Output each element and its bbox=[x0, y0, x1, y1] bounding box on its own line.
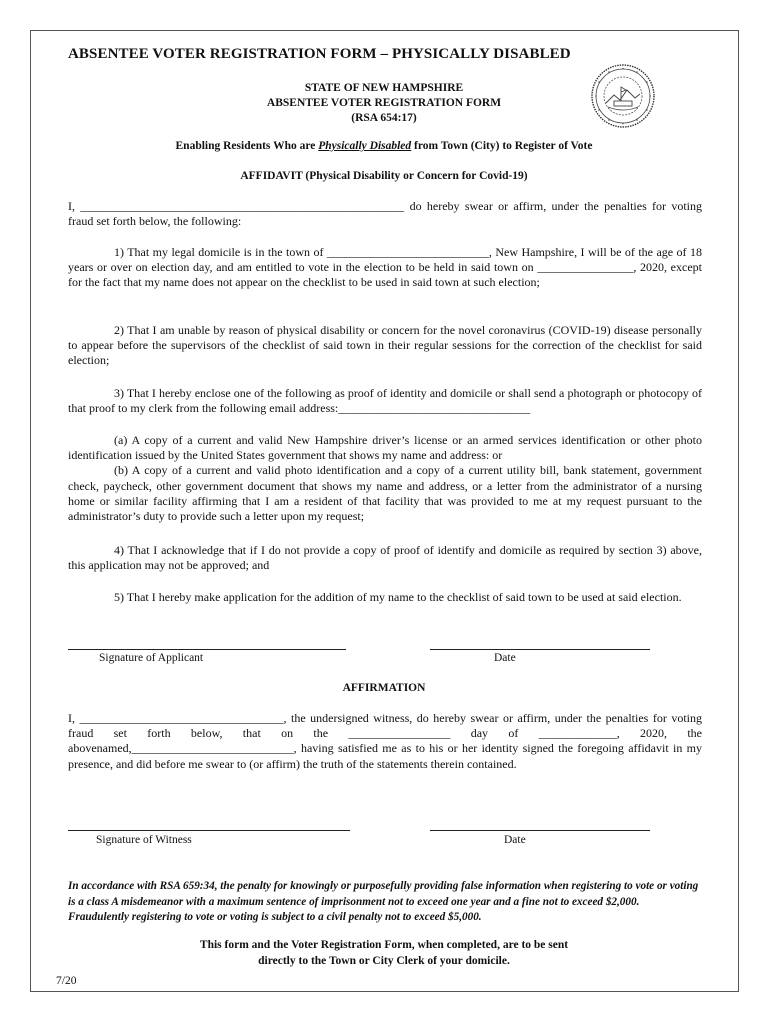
affirmation-body bbox=[68, 711, 702, 772]
applicant-signature-line[interactable] bbox=[68, 649, 346, 650]
enabling-emphasis: Physically Disabled bbox=[318, 140, 412, 152]
intro-text: I, ______________________________________________________ do hereby swear or affirm, under the penalties for voting fraud set forth below, the following: bbox=[68, 199, 702, 229]
affirmation-text: I, __________________________________, the undersigned witness, do hereby swear or affirm, under the penalties for voting fraud set forth below, that on the _________________ day of _____________, 2020, the abovenamed,___________________________, having satisfied me as to his or her identity signed the foregoing affidavit in my presence, and did before me swear to (or affirm) the truth of the statements therein contained. bbox=[68, 711, 702, 771]
submission-instructions bbox=[68, 938, 700, 969]
clause-2 bbox=[68, 323, 702, 369]
affidavit-intro bbox=[68, 199, 702, 229]
applicant-date-label: Date bbox=[494, 652, 516, 664]
clause-3-text: 3) That I hereby enclose one of the following as proof of identity and domicile or shall send a photograph or photocopy of that proof to my clerk from the following email address:________________________________ bbox=[68, 386, 702, 416]
applicant-signature-label: Signature of Applicant bbox=[99, 652, 204, 664]
enabling-after: from Town (City) to Register of Vote bbox=[411, 140, 593, 152]
clause-5 bbox=[68, 590, 702, 605]
option-b-text: (b) A copy of a current and valid photo identification and a copy of a current utility bill, bank statement, government check, paycheck, other government document that shows my name and address, or a letter from the administrator of a nursing home or similar facility affirming that I am a resident of that facility that was provided to me at my request pursuant to the administrator’s duty to provide such a letter upon my request; bbox=[68, 463, 702, 524]
affidavit-title: AFFIDAVIT (Physical Disability or Concern for Covid-19) bbox=[240, 170, 528, 182]
witness-signature-line[interactable] bbox=[68, 830, 350, 831]
clause-5-text: 5) That I hereby make application for the addition of my name to the checklist of said town to be used at said election. bbox=[114, 590, 682, 604]
proof-options bbox=[68, 433, 702, 524]
clause-2-text: 2) That I am unable by reason of physical disability or concern for the novel coronavirus (COVID-19) disease personally to appear before the supervisors of the checklist of said town in their regular sessions for the correction of the checklist for said election; bbox=[68, 323, 702, 368]
clause-4-text: 4) That I acknowledge that if I do not provide a copy of proof of identify and domicile as required by section 3) above, this application may not be approved; and bbox=[68, 543, 702, 573]
footer-line-1: This form and the Voter Registration Form, when completed, are to be sent bbox=[199, 939, 569, 951]
option-a-text: (a) A copy of a current and valid New Hampshire driver’s license or an armed services identification or other photo identification issued by the United States government that shows my name and address: or bbox=[68, 433, 702, 463]
state-seal-icon bbox=[590, 63, 656, 129]
witness-date-line[interactable] bbox=[430, 830, 650, 831]
form-title: ABSENTEE VOTER REGISTRATION FORM – PHYSICALLY DISABLED bbox=[68, 46, 571, 62]
witness-date-label: Date bbox=[504, 834, 526, 846]
header-state: STATE OF NEW HAMPSHIRE bbox=[304, 82, 464, 94]
witness-signature-label: Signature of Witness bbox=[96, 834, 192, 846]
clause-1 bbox=[68, 245, 702, 291]
enabling-before: Enabling Residents Who are bbox=[175, 140, 319, 152]
footer-line-2: directly to the Town or City Clerk of your domicile. bbox=[258, 954, 510, 967]
form-version: 7/20 bbox=[56, 975, 77, 987]
applicant-date-line[interactable] bbox=[430, 649, 650, 650]
header-rsa: (RSA 654:17) bbox=[351, 112, 417, 124]
clause-3 bbox=[68, 386, 702, 416]
affirmation-title: AFFIRMATION bbox=[342, 682, 426, 694]
clause-4 bbox=[68, 543, 702, 573]
header-form-name: ABSENTEE VOTER REGISTRATION FORM bbox=[266, 97, 502, 109]
penalty-notice: In accordance with RSA 659:34, the penalty for knowingly or purposefully providing false information when registering to vote or voting is a class A misdemeanor with a maximum sentence of imprisonment not to exceed one year and a fine not to exceed $2,000. Fraudulently registering to vote or voting is subject to a civil penalty not to exceed $5,000. bbox=[68, 880, 699, 923]
enabling-statement bbox=[68, 139, 700, 154]
clause-1-text: 1) That my legal domicile is in the town of ___________________________, New Hampshire, I will be of the age of 18 years or over on election day, and am entitled to vote in the election to be held in said town on ________________, 2020, except for the fact that my name does not appear on the checklist to be used in said town at such election; bbox=[68, 245, 702, 290]
